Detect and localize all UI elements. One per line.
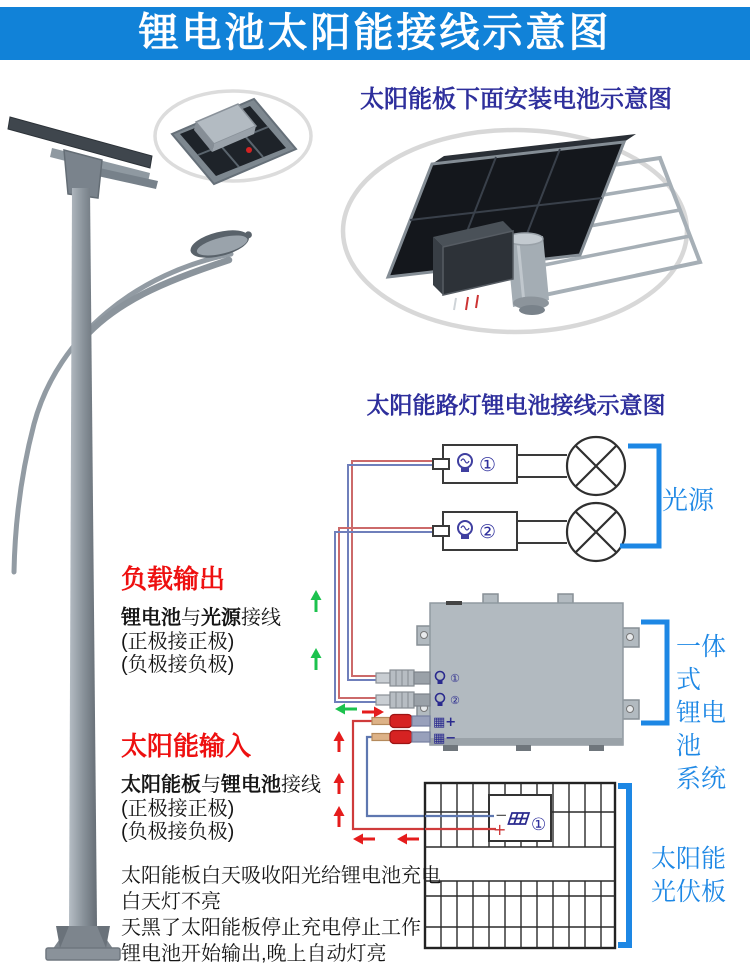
battery-port-solar-minus-connector (372, 731, 430, 744)
load-output-line3: (负极接负极) (121, 654, 235, 676)
text-segment: 太阳能板 (121, 774, 201, 796)
pv-minus-terminal: − (495, 806, 508, 824)
load-output-line1 (121, 607, 281, 631)
note-line: 白天灯不亮 (121, 891, 221, 913)
panel-underside-ellipse (343, 130, 700, 332)
subtitle-wiring: 太阳能路灯锂电池接线示意图 (366, 392, 666, 418)
circle-x-lamp-icon-1 (567, 437, 625, 495)
lamp-pole (69, 188, 97, 926)
lamp-connection-lines (517, 455, 567, 543)
solar-input-line1 (121, 774, 321, 798)
pv-label (651, 843, 726, 909)
text-segment: 锂电池 (121, 607, 181, 629)
battery-label-line: 锂电池 (676, 699, 727, 760)
battery-port-solar-plus-connector (372, 715, 430, 728)
red-up-arrow-3 (334, 806, 345, 827)
load-output-line2: (正极接正极) (121, 630, 235, 653)
battery-box (372, 594, 639, 751)
load-output-heading: 负载输出 (121, 564, 226, 594)
battery-port2-number: ② (450, 694, 460, 707)
pv-bracket (618, 786, 629, 945)
bottom-tab (516, 745, 531, 751)
battery-system-label (676, 631, 750, 796)
wire-terminal (433, 526, 449, 536)
bottom-tab (589, 745, 604, 751)
wire-terminal (433, 459, 449, 469)
note-line: 天黑了太阳能板停止充电停止工作 (121, 917, 421, 939)
circle-x-lamp-icon-2 (567, 503, 625, 561)
text-segment: 光源 (201, 607, 241, 629)
solar-plus-label: ▦+ (433, 715, 457, 730)
solar-minus-label: ▦− (433, 731, 457, 746)
lamp-wires (335, 461, 434, 702)
text-segment: 接线 (241, 607, 281, 629)
red-left-arrow-2 (397, 834, 419, 845)
pv-label-line: 太阳能 (651, 845, 727, 873)
subtitle-panel-install: 太阳能板下面安装电池示意图 (360, 86, 672, 113)
solar-input-block (121, 733, 321, 845)
text-segment: 与 (201, 774, 221, 796)
battery-label-line: 系统 (676, 765, 727, 793)
pole-base-plate (46, 948, 120, 960)
text-segment: 接线 (281, 774, 321, 796)
red-right-arrow (362, 707, 384, 718)
green-left-arrow (335, 704, 357, 715)
green-up-arrow-2 (311, 648, 322, 670)
battery-port-lamp2-connector (376, 692, 430, 708)
solar-input-heading: 太阳能输入 (121, 731, 252, 761)
red-up-arrow-2 (334, 773, 345, 794)
lamp-arm-inner-curve (78, 260, 229, 345)
lamp-driver-box-2 (433, 512, 517, 550)
lamp-driver-box-1 (433, 445, 517, 483)
pv-panel-grid (425, 783, 615, 948)
battery-label-line: 一体式 (676, 633, 727, 694)
panel-top-ellipse (155, 91, 311, 184)
text-segment: 与 (181, 607, 201, 629)
pv-plus-terminal: + (493, 820, 507, 839)
load-output-block (121, 566, 281, 678)
note-line: 太阳能板白天吸收阳光给锂电池充电 (121, 865, 441, 887)
battery-bracket (641, 622, 667, 723)
lamp1-number: ① (479, 454, 497, 476)
lamp2-number: ② (479, 521, 497, 543)
pv-box-number: ① (531, 815, 547, 835)
note-line: 锂电池开始输出,晚上自动灯亮 (121, 943, 387, 965)
green-up-arrow-1 (311, 590, 322, 612)
pv-label-line: 光伏板 (651, 878, 727, 906)
lamp-arm-outer-curve (14, 254, 231, 572)
bottom-note (121, 863, 441, 967)
text-segment: 锂电池 (221, 774, 281, 796)
red-left-arrow-1 (353, 834, 375, 845)
battery-port-lamp1-connector (376, 670, 430, 686)
wire-lamp1-blue (348, 465, 434, 680)
battery-port1-number: ① (450, 672, 460, 685)
red-up-arrow-1 (334, 731, 345, 752)
solar-input-line2: (正极接正极) (121, 797, 235, 820)
battery-print (446, 601, 462, 605)
light-source-label: 光源 (662, 485, 715, 515)
indicator-dot (246, 147, 252, 153)
page-title: 锂电池太阳能接线示意图 (0, 7, 750, 60)
lamp-symbols (567, 437, 625, 561)
solar-input-line3: (负极接负极) (121, 821, 235, 843)
